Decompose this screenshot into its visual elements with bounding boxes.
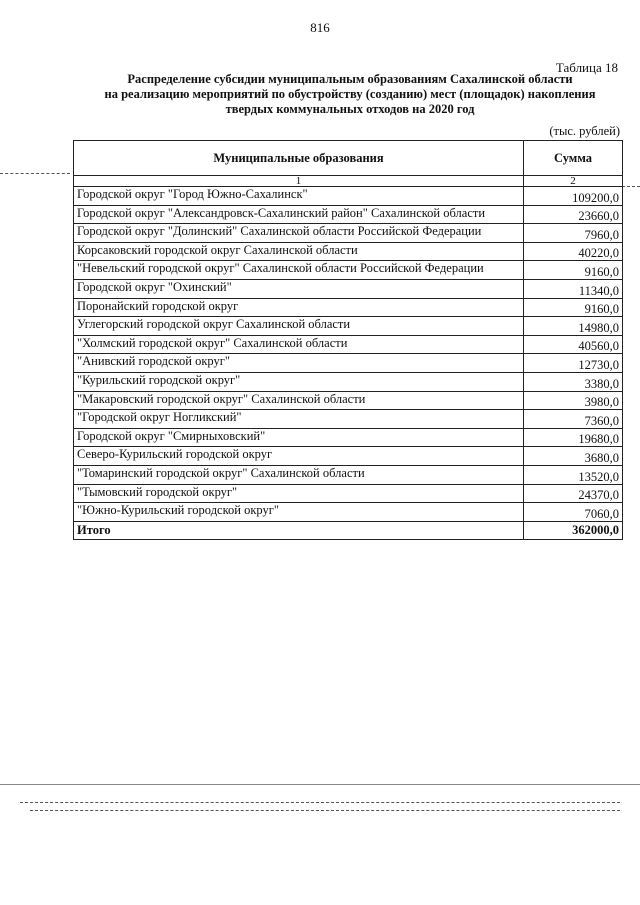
units-label: (тыс. рублей) [549,124,620,138]
column-number-1: 1 [74,176,524,187]
subsidy-amount: 7060,0 [524,503,623,522]
table-row [74,335,623,354]
table-row [74,354,623,373]
document-title [70,72,630,117]
subsidy-amount: 11340,0 [524,279,623,298]
subsidy-amount: 23660,0 [524,205,623,224]
title-line-2: на реализацию мероприятий по обустройству (созданию) мест (площадок) накопления [104,87,596,101]
total-row [74,521,623,539]
subsidy-amount: 24370,0 [524,484,623,503]
subsidy-amount: 7360,0 [524,410,623,429]
scan-dash-bottom-2 [30,810,620,811]
subsidy-amount: 13520,0 [524,465,623,484]
municipality-name: "Холмский городской округ" Сахалинской области [74,335,524,354]
total-label: Итого [74,521,524,539]
municipality-name: Поронайский городской округ [74,298,524,317]
table-body [74,187,623,522]
subsidy-amount: 12730,0 [524,354,623,373]
subsidy-amount: 3380,0 [524,372,623,391]
municipality-name: "Томаринский городской округ" Сахалинской области [74,465,524,484]
municipality-name: "Городской округ Ногликский" [74,410,524,429]
column-number-2: 2 [524,176,623,187]
table-row [74,261,623,280]
table-label: Таблица 18 [555,60,618,75]
subsidy-amount: 19680,0 [524,428,623,447]
title-line-3: твердых коммунальных отходов на 2020 год [225,102,475,116]
table-row [74,224,623,243]
header-row [74,141,623,176]
scan-rule-bottom [0,784,640,785]
municipality-name: Городской округ "Охинский" [74,279,524,298]
municipality-name: Углегорский городской округ Сахалинской области [74,317,524,336]
column-number-row [74,176,623,187]
municipality-name: Городской округ "Смирныховский" [74,428,524,447]
municipality-name: Городской округ "Долинский" Сахалинской области Российской Федерации [74,224,524,243]
table-row [74,465,623,484]
subsidy-amount: 40560,0 [524,335,623,354]
table-row [74,391,623,410]
municipality-name: "Невельский городской округ" Сахалинской области Российской Федерации [74,261,524,280]
municipality-name: "Макаровский городской округ" Сахалинской области [74,391,524,410]
table-row [74,372,623,391]
table-row [74,410,623,429]
table-row [74,503,623,522]
subsidy-amount: 7960,0 [524,224,623,243]
municipality-name: "Анивский городской округ" [74,354,524,373]
total-amount: 362000,0 [524,521,623,539]
table-row [74,205,623,224]
table-row [74,447,623,466]
subsidy-amount: 14980,0 [524,317,623,336]
table-row [74,242,623,261]
table-row [74,187,623,206]
scan-dash-bottom-1 [20,802,620,803]
subsidy-amount: 9160,0 [524,261,623,280]
municipality-name: Городской округ "Город Южно-Сахалинск" [74,187,524,206]
scan-dash-right [622,186,640,187]
table-row [74,279,623,298]
table-row [74,317,623,336]
subsidy-amount: 109200,0 [524,187,623,206]
municipality-name: "Южно-Курильский городской округ" [74,503,524,522]
municipality-name: "Тымовский городской округ" [74,484,524,503]
table-row [74,428,623,447]
subsidy-table [73,140,623,540]
subsidy-amount: 9160,0 [524,298,623,317]
table-row [74,298,623,317]
header-municipalities: Муниципальные образования [74,141,524,176]
header-amount: Сумма [524,141,623,176]
municipality-name: Городской округ "Александровск-Сахалинский район" Сахалинской области [74,205,524,224]
table-row [74,484,623,503]
subsidy-amount: 3680,0 [524,447,623,466]
municipality-name: Корсаковский городской округ Сахалинской области [74,242,524,261]
scan-dash-left [0,173,70,174]
subsidy-amount: 40220,0 [524,242,623,261]
municipality-name: Северо-Курильский городской округ [74,447,524,466]
subsidy-amount: 3980,0 [524,391,623,410]
municipality-name: "Курильский городской округ" [74,372,524,391]
title-line-1: Распределение субсидии муниципальным образованиям Сахалинской области [127,72,573,86]
page-number: 816 [310,20,330,35]
